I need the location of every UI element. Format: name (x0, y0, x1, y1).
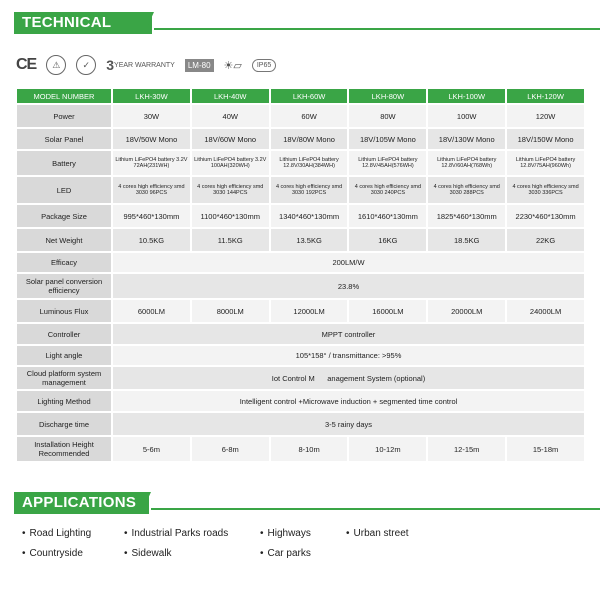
list-item: • Industrial Parks roads (124, 528, 228, 539)
cell: 995*460*130mm (113, 205, 190, 227)
cell: 4 cores high efficiency smd 3030 288PCS (428, 177, 505, 203)
list-item: • Car parks (260, 548, 311, 559)
cell: 16KG (349, 229, 426, 251)
table-row-light-angle (17, 346, 584, 365)
cell: 100W (428, 105, 505, 127)
table-row-luminous-flux (17, 300, 584, 322)
cell: 18V/130W Mono (428, 129, 505, 149)
cell: 15-18m (507, 437, 584, 461)
table-row-solar-panel (17, 129, 584, 149)
cell: 5-6m (113, 437, 190, 461)
cell: 3-5 rainy days (113, 413, 584, 435)
cell: 2230*460*130mm (507, 205, 584, 227)
cell: 24000LM (507, 300, 584, 322)
table-row-power (17, 105, 584, 127)
cell: 18V/60W Mono (192, 129, 269, 149)
row-label: Lighting Method (17, 391, 111, 411)
model-header: LKH-100W (428, 89, 505, 103)
cell: 12000LM (271, 300, 348, 322)
cell: 1100*460*130mm (192, 205, 269, 227)
cell: 10.5KG (113, 229, 190, 251)
table-row-discharge-time (17, 413, 584, 435)
ce-mark-icon: CE (16, 56, 37, 73)
table-row-installation-height (17, 437, 584, 461)
cell: 18V/105W Mono (349, 129, 426, 149)
cell: 1825*460*130mm (428, 205, 505, 227)
cell: 4 cores high efficiency smd 3030 336PCS (507, 177, 584, 203)
warranty-number: 3 (106, 57, 115, 73)
cell: 105*158° / transmittance: >95% (113, 346, 584, 365)
model-header: LKH-80W (349, 89, 426, 103)
cell: 18V/80W Mono (271, 129, 348, 149)
list-item: • Sidewalk (124, 548, 172, 559)
table-header-row (17, 89, 584, 103)
row-label: Luminous Flux (17, 300, 111, 322)
table-row-controller (17, 324, 584, 344)
cell: 40W (192, 105, 269, 127)
table-row-battery (17, 151, 584, 175)
cell: 4 cores high efficiency smd 3030 240PCS (349, 177, 426, 203)
lm80-badge: LM-80 (185, 59, 214, 72)
cell: 8000LM (192, 300, 269, 322)
cell: 22KG (507, 229, 584, 251)
cell: 1610*460*130mm (349, 205, 426, 227)
cell: 30W (113, 105, 190, 127)
cell: 11.5KG (192, 229, 269, 251)
model-number-header: MODEL NUMBER (17, 89, 111, 103)
model-header: LKH-40W (192, 89, 269, 103)
cell: Lithium LiFePO4 battery 12.8V/60AH(768Wh) (428, 151, 505, 175)
row-label: Installation Height Recommended (17, 437, 111, 461)
cell: Intelligent control +Microwave induction + segmented time control (113, 391, 584, 411)
table-row-cloud-platform (17, 367, 584, 389)
row-label: Efficacy (17, 253, 111, 272)
banner-notch (141, 492, 151, 514)
row-label: Net Weight (17, 229, 111, 251)
spec-table (15, 87, 586, 463)
row-label: Discharge time (17, 413, 111, 435)
cell: 60W (271, 105, 348, 127)
cell: 23.8% (113, 274, 584, 298)
ip65-cloud-icon: IP65 (252, 59, 276, 72)
applications-title: APPLICATIONS (14, 492, 149, 514)
banner-divider (151, 508, 600, 510)
list-item: • Highways (260, 528, 311, 539)
list-item: • Urban street (346, 528, 409, 539)
cell: MPPT controller (113, 324, 584, 344)
row-label: Solar panel conversion efficiency (17, 274, 111, 298)
model-header: LKH-120W (507, 89, 584, 103)
cell: Iot Control M anagement System (optional) (113, 367, 584, 389)
cell: 1340*460*130mm (271, 205, 348, 227)
energy-badge-icon: ✓ (76, 55, 96, 75)
row-label: Light angle (17, 346, 111, 365)
row-label: Power (17, 105, 111, 127)
rohs-circle-icon: ⚠ (46, 55, 66, 75)
cell: 13.5KG (271, 229, 348, 251)
cell: 16000LM (349, 300, 426, 322)
cell: Lithium LiFePO4 battery 3.2V 100AH(320WH) (192, 151, 269, 175)
table-row-led (17, 177, 584, 203)
warranty-badge-icon (106, 59, 175, 71)
cell: 80W (349, 105, 426, 127)
warranty-text: YEAR WARRANTY (114, 61, 175, 69)
sun-panel-icon: ☀▱ (223, 59, 242, 72)
cell: 200LM/W (113, 253, 584, 272)
row-label: LED (17, 177, 111, 203)
cell: 12-15m (428, 437, 505, 461)
table-row-package-size (17, 205, 584, 227)
cell: 4 cores high efficiency smd 3030 96PCS (113, 177, 190, 203)
cell: 18V/150W Mono (507, 129, 584, 149)
cell: 18V/50W Mono (113, 129, 190, 149)
banner-divider (154, 28, 600, 30)
table-row-solar-efficiency (17, 274, 584, 298)
list-item: • Road Lighting (22, 528, 91, 539)
cell: Lithium LiFePO4 battery 12.8V/75AH(960Wh) (507, 151, 584, 175)
row-label: Battery (17, 151, 111, 175)
row-label: Controller (17, 324, 111, 344)
cell: 4 cores high efficiency smd 3030 192PCS (271, 177, 348, 203)
cell: 18.5KG (428, 229, 505, 251)
cell: Lithium LiFePO4 battery 3.2V 72AH(231WH) (113, 151, 190, 175)
cell: 4 cores high efficiency smd 3030 144PCS (192, 177, 269, 203)
banner-notch (144, 12, 154, 34)
technical-data-title: TECHNICAL DATA (14, 12, 152, 34)
row-label: Solar Panel (17, 129, 111, 149)
table-row-efficacy (17, 253, 584, 272)
model-header: LKH-60W (271, 89, 348, 103)
cell: 120W (507, 105, 584, 127)
certification-row (16, 52, 276, 78)
cell: Lithium LiFePO4 battery 12.8V/45AH(576WH) (349, 151, 426, 175)
row-label: Package Size (17, 205, 111, 227)
cell: Lithium LiFePO4 battery 12.8V/30AH(384WH) (271, 151, 348, 175)
cell: 6000LM (113, 300, 190, 322)
cell: 6-8m (192, 437, 269, 461)
model-header: LKH-30W (113, 89, 190, 103)
row-label: Cloud platform system management (17, 367, 111, 389)
table-row-lighting-method (17, 391, 584, 411)
list-item: • Countryside (22, 548, 83, 559)
cell: 10-12m (349, 437, 426, 461)
cell: 8-10m (271, 437, 348, 461)
cell: 20000LM (428, 300, 505, 322)
table-row-net-weight (17, 229, 584, 251)
